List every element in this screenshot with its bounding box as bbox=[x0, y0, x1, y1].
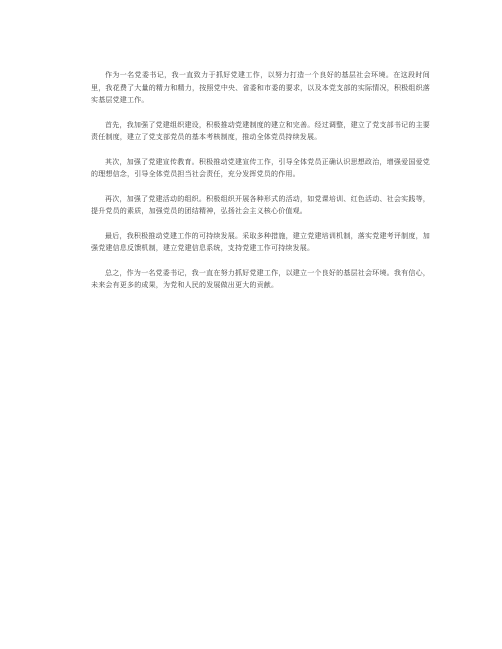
paragraph-last: 最后，我积极推动党建工作的可持续发展。采取多种措施，建立党建培训机制，落实党建考评制度，加强党建信息反馈机制，建立党建信息系统，支持党建工作可持续发展。 bbox=[91, 231, 430, 252]
paragraph-third: 再次，加强了党建活动的组织。积极组织开展各种形式的活动，如党课培训、红色活动、社会实践等，提升党员的素质，加强党员的团结精神，弘扬社会主义核心价值观。 bbox=[91, 194, 430, 215]
paragraph-first: 首先，我加强了党建组织建设，积极推动党建制度的建立和完善。经过调整，建立了党支部书记的主要责任制度，建立了党支部党员的基本考核制度，推动全体党员持续发展。 bbox=[91, 120, 430, 141]
paragraph-second: 其次，加强了党建宣传教育。积极推动党建宣传工作，引导全体党员正确认识思想政治，增强爱国爱党的理想信念，引导全体党员担当社会责任，充分发挥党员的作用。 bbox=[91, 157, 430, 178]
paragraph-intro: 作为一名党委书记，我一直致力于抓好党建工作，以努力打造一个良好的基层社会环境。在这段时间里，我花费了大量的精力和精力，按照党中央、省委和市委的要求，以及本党支部的实际情况，积极组织落实基层党建工作。 bbox=[91, 71, 430, 104]
paragraph-conclusion: 总之，作为一名党委书记，我一直在努力抓好党建工作，以建立一个良好的基层社会环境。我有信心，未来会有更多的成果，为党和人民的发展做出更大的贡献。 bbox=[91, 268, 430, 289]
document-body bbox=[91, 69, 430, 304]
